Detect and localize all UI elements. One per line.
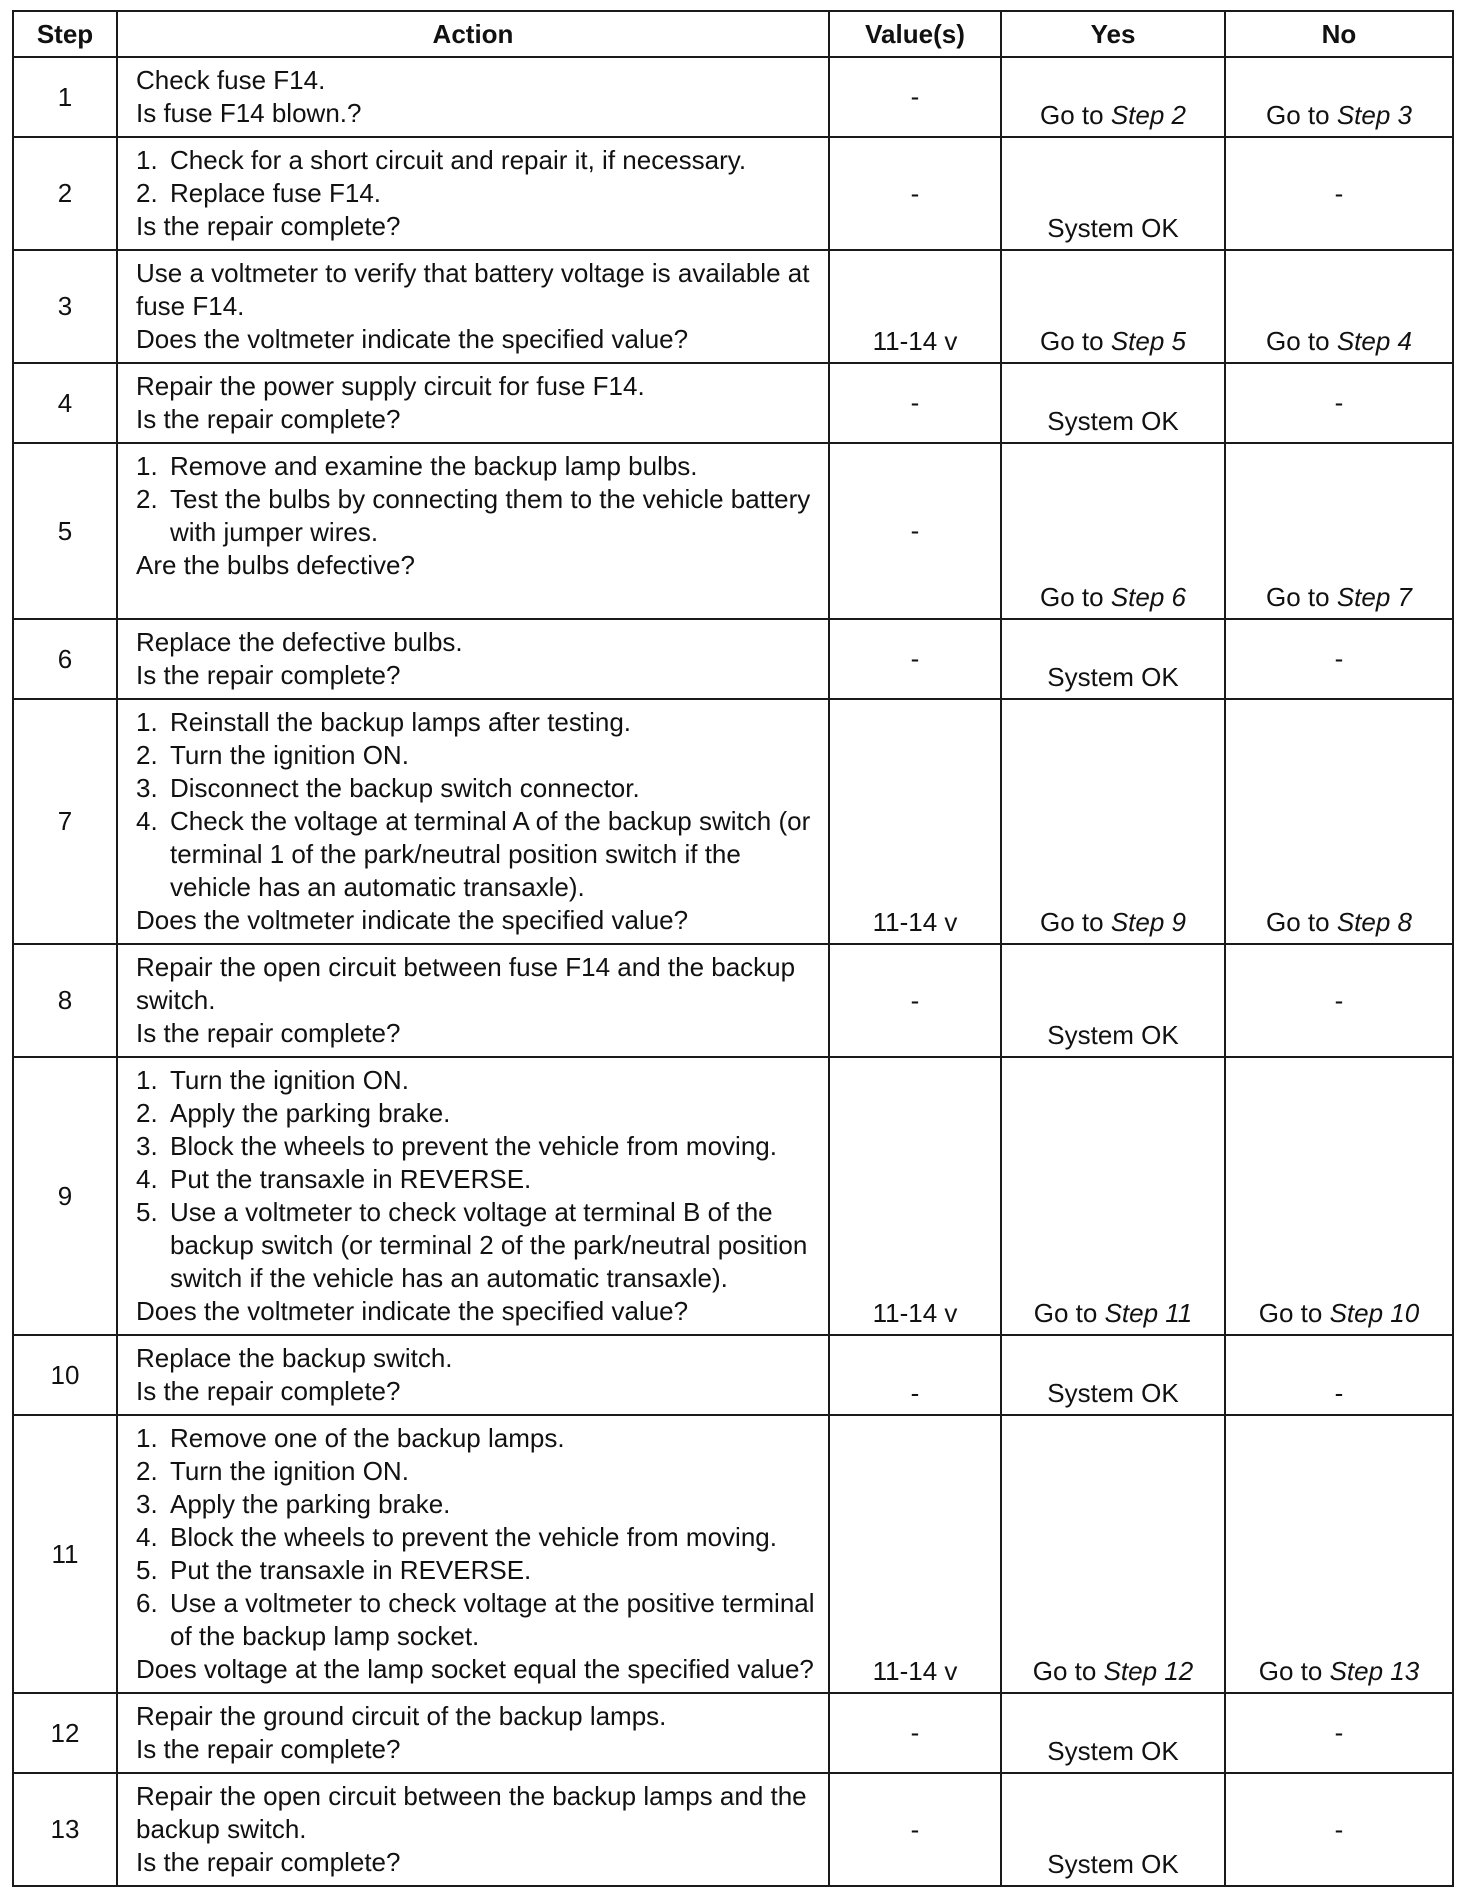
table-row bbox=[13, 250, 1453, 363]
action-step-number: 1. bbox=[136, 451, 158, 481]
action-cell bbox=[117, 1057, 829, 1335]
action-cell bbox=[117, 250, 829, 363]
action-step-number: 5. bbox=[136, 1555, 158, 1585]
yes-cell bbox=[1001, 1415, 1225, 1693]
value-cell bbox=[829, 250, 1001, 363]
no-cell bbox=[1225, 443, 1453, 619]
action-step-item bbox=[136, 450, 820, 483]
action-cell bbox=[117, 1415, 829, 1693]
table-row bbox=[13, 1415, 1453, 1693]
yes-text: System OK bbox=[1047, 662, 1179, 692]
yes-cell bbox=[1001, 1693, 1225, 1773]
value-text: - bbox=[910, 387, 920, 418]
value-cell bbox=[829, 1335, 1001, 1415]
value-cell bbox=[829, 1693, 1001, 1773]
table-row bbox=[13, 619, 1453, 699]
step-number: 4 bbox=[13, 363, 117, 443]
action-step-item bbox=[136, 1554, 820, 1587]
action-step-text: Apply the parking brake. bbox=[170, 1098, 451, 1128]
action-step-text: Disconnect the backup switch connector. bbox=[170, 773, 640, 803]
action-step-text: Reinstall the backup lamps after testing. bbox=[170, 707, 632, 737]
no-cell bbox=[1225, 1415, 1453, 1693]
no-text: - bbox=[1334, 1717, 1344, 1748]
action-step-item bbox=[136, 483, 820, 549]
action-step-item bbox=[136, 1163, 820, 1196]
yes-cell bbox=[1001, 57, 1225, 137]
no-cell bbox=[1225, 137, 1453, 250]
action-step-item bbox=[136, 1064, 820, 1097]
action-text: Check fuse F14. bbox=[136, 65, 326, 95]
yes-cell bbox=[1001, 250, 1225, 363]
table-row bbox=[13, 1773, 1453, 1886]
action-step-text: Test the bulbs by connecting them to the vehicle battery with jumper wires. bbox=[170, 484, 811, 547]
yes-cell bbox=[1001, 363, 1225, 443]
action-cell bbox=[117, 1693, 829, 1773]
yes-goto-step-link[interactable]: Step 12 bbox=[1103, 1656, 1194, 1686]
no-goto-step-link[interactable]: Step 3 bbox=[1336, 100, 1412, 130]
action-step-item bbox=[136, 1130, 820, 1163]
action-step-item bbox=[136, 1488, 820, 1521]
value-cell bbox=[829, 1415, 1001, 1693]
action-step-text: Check for a short circuit and repair it, if necessary. bbox=[170, 145, 747, 175]
no-goto-prefix: Go to bbox=[1258, 1656, 1323, 1686]
action-text: Repair the open circuit between fuse F14 and the backup switch. bbox=[136, 952, 796, 1015]
no-goto-step-link[interactable]: Step 13 bbox=[1329, 1656, 1420, 1686]
value-text: - bbox=[910, 643, 920, 674]
yes-cell bbox=[1001, 699, 1225, 944]
yes-goto-step-link[interactable]: Step 5 bbox=[1110, 326, 1186, 356]
action-step-item bbox=[136, 177, 820, 210]
no-cell bbox=[1225, 57, 1453, 137]
no-goto-step-link[interactable]: Step 8 bbox=[1336, 907, 1412, 937]
yes-text: System OK bbox=[1047, 213, 1179, 243]
action-cell bbox=[117, 1335, 829, 1415]
action-step-number: 1. bbox=[136, 1423, 158, 1453]
step-number: 10 bbox=[13, 1335, 117, 1415]
action-step-number: 2. bbox=[136, 1456, 158, 1486]
action-step-number: 2. bbox=[136, 484, 158, 514]
header-values: Value(s) bbox=[829, 11, 1001, 57]
step-number: 9 bbox=[13, 1057, 117, 1335]
step-number: 6 bbox=[13, 619, 117, 699]
yes-goto-step-link[interactable]: Step 2 bbox=[1110, 100, 1186, 130]
no-cell bbox=[1225, 1773, 1453, 1886]
action-cell bbox=[117, 944, 829, 1057]
yes-goto-step-link[interactable]: Step 6 bbox=[1110, 582, 1186, 612]
action-cell bbox=[117, 57, 829, 137]
action-question: Is the repair complete? bbox=[136, 1734, 401, 1764]
yes-text: System OK bbox=[1047, 1020, 1179, 1050]
action-step-item bbox=[136, 739, 820, 772]
value-text: 11-14 v bbox=[872, 1298, 958, 1328]
value-text: 11-14 v bbox=[872, 907, 958, 937]
step-number: 8 bbox=[13, 944, 117, 1057]
action-cell bbox=[117, 443, 829, 619]
action-text: Repair the ground circuit of the backup lamps. bbox=[136, 1701, 667, 1731]
action-step-number: 6. bbox=[136, 1588, 158, 1618]
no-goto-prefix: Go to bbox=[1266, 100, 1330, 130]
value-text: - bbox=[910, 985, 920, 1015]
no-goto-step-link[interactable]: Step 4 bbox=[1336, 326, 1412, 356]
no-goto-prefix: Go to bbox=[1266, 907, 1330, 937]
action-step-text: Turn the ignition ON. bbox=[170, 1065, 409, 1095]
action-step-number: 1. bbox=[136, 145, 158, 175]
action-step-item bbox=[136, 805, 820, 904]
value-cell bbox=[829, 137, 1001, 250]
table-row bbox=[13, 1057, 1453, 1335]
value-text: 11-14 v bbox=[872, 326, 958, 356]
action-step-text: Block the wheels to prevent the vehicle from moving. bbox=[170, 1522, 777, 1552]
value-text: - bbox=[910, 1814, 920, 1844]
no-goto-prefix: Go to bbox=[1266, 582, 1330, 612]
step-number: 3 bbox=[13, 250, 117, 363]
action-step-text: Remove and examine the backup lamp bulbs. bbox=[170, 451, 698, 481]
action-question: Is the repair complete? bbox=[136, 404, 401, 434]
no-cell bbox=[1225, 363, 1453, 443]
value-text: - bbox=[910, 515, 920, 546]
yes-goto-step-link[interactable]: Step 9 bbox=[1110, 907, 1186, 937]
action-text: Repair the power supply circuit for fuse F14. bbox=[136, 371, 645, 401]
table-row bbox=[13, 1335, 1453, 1415]
yes-goto-prefix: Go to bbox=[1040, 100, 1104, 130]
action-question: Is fuse F14 blown.? bbox=[136, 98, 362, 128]
value-text: 11-14 v bbox=[872, 1656, 958, 1686]
table-row bbox=[13, 944, 1453, 1057]
action-step-text: Put the transaxle in REVERSE. bbox=[170, 1555, 532, 1585]
yes-text: System OK bbox=[1047, 1378, 1179, 1408]
no-cell bbox=[1225, 619, 1453, 699]
yes-goto-prefix: Go to bbox=[1033, 1298, 1098, 1328]
table-row bbox=[13, 443, 1453, 619]
action-step-text: Use a voltmeter to check voltage at the positive terminal of the backup lamp socket. bbox=[170, 1588, 815, 1651]
header-action: Action bbox=[117, 11, 829, 57]
action-step-number: 4. bbox=[136, 806, 158, 836]
action-step-text: Replace fuse F14. bbox=[170, 178, 382, 208]
no-cell bbox=[1225, 1693, 1453, 1773]
action-text: Replace the defective bulbs. bbox=[136, 627, 463, 657]
action-question: Does the voltmeter indicate the specified value? bbox=[136, 905, 689, 935]
action-step-item bbox=[136, 1587, 820, 1653]
step-number: 7 bbox=[13, 699, 117, 944]
diagnostic-table bbox=[12, 10, 1454, 1887]
step-number: 2 bbox=[13, 137, 117, 250]
value-cell bbox=[829, 363, 1001, 443]
no-goto-prefix: Go to bbox=[1266, 326, 1330, 356]
action-step-number: 5. bbox=[136, 1197, 158, 1227]
action-step-number: 2. bbox=[136, 1098, 158, 1128]
no-cell bbox=[1225, 1335, 1453, 1415]
action-step-number: 3. bbox=[136, 1489, 158, 1519]
action-question: Is the repair complete? bbox=[136, 1018, 401, 1048]
yes-cell bbox=[1001, 1335, 1225, 1415]
action-step-text: Turn the ignition ON. bbox=[170, 740, 409, 770]
yes-goto-prefix: Go to bbox=[1032, 1656, 1097, 1686]
value-cell bbox=[829, 443, 1001, 619]
action-step-number: 1. bbox=[136, 707, 158, 737]
header-step: Step bbox=[13, 11, 117, 57]
action-step-item bbox=[136, 144, 820, 177]
yes-cell bbox=[1001, 137, 1225, 250]
no-text: - bbox=[1334, 387, 1344, 418]
table-row bbox=[13, 137, 1453, 250]
value-cell bbox=[829, 619, 1001, 699]
action-cell bbox=[117, 619, 829, 699]
action-step-text: Apply the parking brake. bbox=[170, 1489, 451, 1519]
yes-cell bbox=[1001, 944, 1225, 1057]
action-question: Is the repair complete? bbox=[136, 660, 401, 690]
yes-cell bbox=[1001, 1057, 1225, 1335]
action-step-number: 3. bbox=[136, 1131, 158, 1161]
action-step-number: 4. bbox=[136, 1522, 158, 1552]
action-step-number: 1. bbox=[136, 1065, 158, 1095]
header-no: No bbox=[1225, 11, 1453, 57]
action-cell bbox=[117, 137, 829, 250]
no-text: - bbox=[1334, 1378, 1344, 1408]
no-text: - bbox=[1334, 1814, 1344, 1844]
diagnostic-table-container bbox=[12, 10, 1452, 1887]
no-cell bbox=[1225, 699, 1453, 944]
action-text: Replace the backup switch. bbox=[136, 1343, 453, 1373]
action-step-item bbox=[136, 1097, 820, 1130]
action-question: Is the repair complete? bbox=[136, 1376, 401, 1406]
table-row bbox=[13, 1693, 1453, 1773]
table-row bbox=[13, 57, 1453, 137]
action-cell bbox=[117, 363, 829, 443]
action-step-item bbox=[136, 1422, 820, 1455]
yes-text: System OK bbox=[1047, 406, 1179, 436]
value-text: - bbox=[910, 81, 920, 112]
header-row bbox=[13, 11, 1453, 57]
action-text: Repair the open circuit between the backup lamps and the backup switch. bbox=[136, 1781, 807, 1844]
step-number: 11 bbox=[13, 1415, 117, 1693]
action-step-text: Remove one of the backup lamps. bbox=[170, 1423, 565, 1453]
yes-cell bbox=[1001, 619, 1225, 699]
no-goto-step-link[interactable]: Step 7 bbox=[1336, 582, 1412, 612]
value-text: - bbox=[910, 178, 920, 208]
action-step-item bbox=[136, 1196, 820, 1295]
header-yes: Yes bbox=[1001, 11, 1225, 57]
action-text: Use a voltmeter to verify that battery voltage is available at fuse F14. bbox=[136, 258, 810, 321]
yes-goto-prefix: Go to bbox=[1040, 326, 1104, 356]
no-goto-step-link[interactable]: Step 10 bbox=[1329, 1298, 1420, 1328]
action-step-item bbox=[136, 1455, 820, 1488]
action-cell bbox=[117, 699, 829, 944]
action-question: Is the repair complete? bbox=[136, 1847, 401, 1877]
yes-goto-prefix: Go to bbox=[1040, 582, 1104, 612]
action-step-item bbox=[136, 706, 820, 739]
yes-goto-step-link[interactable]: Step 11 bbox=[1104, 1298, 1193, 1328]
value-cell bbox=[829, 699, 1001, 944]
step-number: 5 bbox=[13, 443, 117, 619]
value-cell bbox=[829, 1057, 1001, 1335]
step-number: 1 bbox=[13, 57, 117, 137]
no-cell bbox=[1225, 1057, 1453, 1335]
action-step-text: Put the transaxle in REVERSE. bbox=[170, 1164, 532, 1194]
step-number: 12 bbox=[13, 1693, 117, 1773]
no-text: - bbox=[1334, 985, 1344, 1015]
yes-goto-prefix: Go to bbox=[1040, 907, 1104, 937]
action-step-text: Use a voltmeter to check voltage at terminal B of the backup switch (or terminal 2 of the park/neutral position switch if the vehicle has an automatic transaxle). bbox=[170, 1197, 808, 1293]
no-text: - bbox=[1334, 178, 1344, 208]
action-question: Are the bulbs defective? bbox=[136, 550, 415, 580]
no-text: - bbox=[1334, 643, 1344, 674]
action-step-number: 4. bbox=[136, 1164, 158, 1194]
action-question: Does the voltmeter indicate the specified value? bbox=[136, 1296, 689, 1326]
yes-text: System OK bbox=[1047, 1849, 1179, 1879]
table-row bbox=[13, 363, 1453, 443]
action-step-item bbox=[136, 1521, 820, 1554]
no-goto-prefix: Go to bbox=[1258, 1298, 1323, 1328]
action-step-number: 2. bbox=[136, 178, 158, 208]
action-question: Does voltage at the lamp socket equal the specified value? bbox=[136, 1654, 814, 1684]
yes-text: System OK bbox=[1047, 1736, 1179, 1766]
step-number: 13 bbox=[13, 1773, 117, 1886]
action-step-text: Turn the ignition ON. bbox=[170, 1456, 409, 1486]
no-cell bbox=[1225, 250, 1453, 363]
table-row bbox=[13, 699, 1453, 944]
yes-cell bbox=[1001, 443, 1225, 619]
action-question: Is the repair complete? bbox=[136, 211, 401, 241]
value-cell bbox=[829, 57, 1001, 137]
action-step-text: Check the voltage at terminal A of the backup switch (or terminal 1 of the park/neutral position switch if the vehicle has an automatic transaxle). bbox=[170, 806, 811, 902]
value-cell bbox=[829, 1773, 1001, 1886]
action-step-number: 2. bbox=[136, 740, 158, 770]
yes-cell bbox=[1001, 1773, 1225, 1886]
action-step-text: Block the wheels to prevent the vehicle from moving. bbox=[170, 1131, 777, 1161]
value-text: - bbox=[910, 1378, 920, 1408]
value-text: - bbox=[910, 1717, 920, 1748]
no-cell bbox=[1225, 944, 1453, 1057]
action-cell bbox=[117, 1773, 829, 1886]
action-question: Does the voltmeter indicate the specified value? bbox=[136, 324, 689, 354]
value-cell bbox=[829, 944, 1001, 1057]
table-body bbox=[13, 57, 1453, 1886]
action-step-number: 3. bbox=[136, 773, 158, 803]
action-step-item bbox=[136, 772, 820, 805]
